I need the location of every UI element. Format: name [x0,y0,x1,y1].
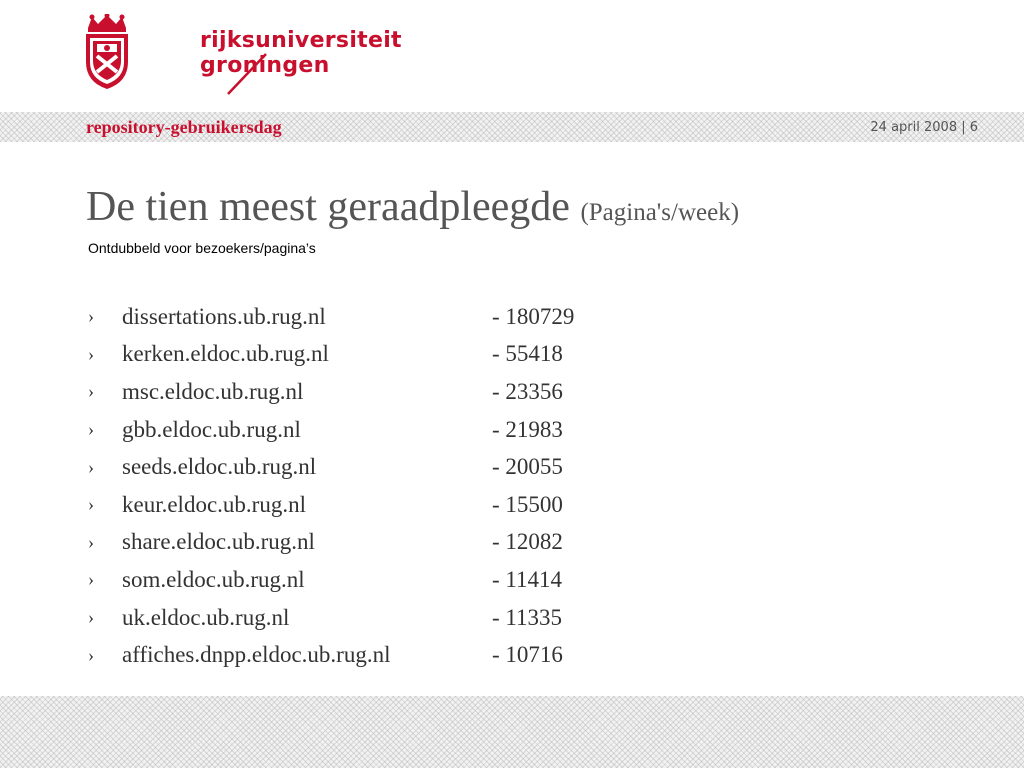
bullet-icon: › [88,531,94,552]
list-item [86,336,574,374]
list-item [86,373,574,411]
list-item [86,636,574,674]
page-count: - 11335 [492,604,563,630]
list-item [86,411,574,449]
bullet-icon: › [88,381,94,402]
site-name: gbb.eldoc.ub.rug.nl [122,416,301,442]
top-ten-list [86,298,574,674]
site-name: keur.eldoc.ub.rug.nl [122,491,306,517]
site-name: seeds.eldoc.ub.rug.nl [122,454,317,480]
university-name-line2: groningen [200,53,330,78]
page-count: - 55418 [492,341,563,367]
page-count: - 11414 [492,566,563,592]
bullet-icon: › [88,644,94,665]
page-count: - 10716 [492,642,563,668]
page-count: - 23356 [492,378,563,404]
site-name: msc.eldoc.ub.rug.nl [122,378,304,404]
page-count: - 12082 [492,529,563,555]
site-name: som.eldoc.ub.rug.nl [122,566,305,592]
bullet-icon: › [88,607,94,628]
list-item [86,486,574,524]
list-item [86,298,574,336]
page-count: - 21983 [492,416,563,442]
footer-pattern-band [0,696,1024,768]
university-logo [82,14,422,94]
bullet-icon: › [88,419,94,440]
list-item [86,448,574,486]
bullet-icon: › [88,494,94,515]
list-item [86,561,574,599]
site-name: kerken.eldoc.ub.rug.nl [122,341,329,367]
list-item [86,524,574,562]
university-name-line1: rijksuniversiteit [200,28,402,53]
slide-title-suffix: (Pagina's/week) [580,199,740,226]
event-name: repository-gebruikersdag [86,117,282,137]
bullet-icon: › [88,456,94,477]
page-count: - 15500 [492,491,563,517]
site-name: affiches.dnpp.eldoc.ub.rug.nl [122,642,391,668]
slide-title [86,182,739,238]
university-name [200,28,402,78]
bullet-icon: › [88,343,94,364]
slide-subtitle: Ontdubbeld voor bezoekers/pagina’s [88,240,316,256]
slide-title-main: De tien meest geraadpleegde [86,184,570,230]
list-item [86,599,574,637]
bullet-icon: › [88,569,94,590]
crest-icon [82,14,132,90]
site-name: dissertations.ub.rug.nl [122,303,326,329]
site-name: uk.eldoc.ub.rug.nl [122,604,290,630]
page-count: - 20055 [492,454,563,480]
date-page-number: 24 april 2008 | 6 [870,120,978,135]
page-count: - 180729 [492,303,575,329]
site-name: share.eldoc.ub.rug.nl [122,529,315,555]
bullet-icon: › [88,306,94,327]
